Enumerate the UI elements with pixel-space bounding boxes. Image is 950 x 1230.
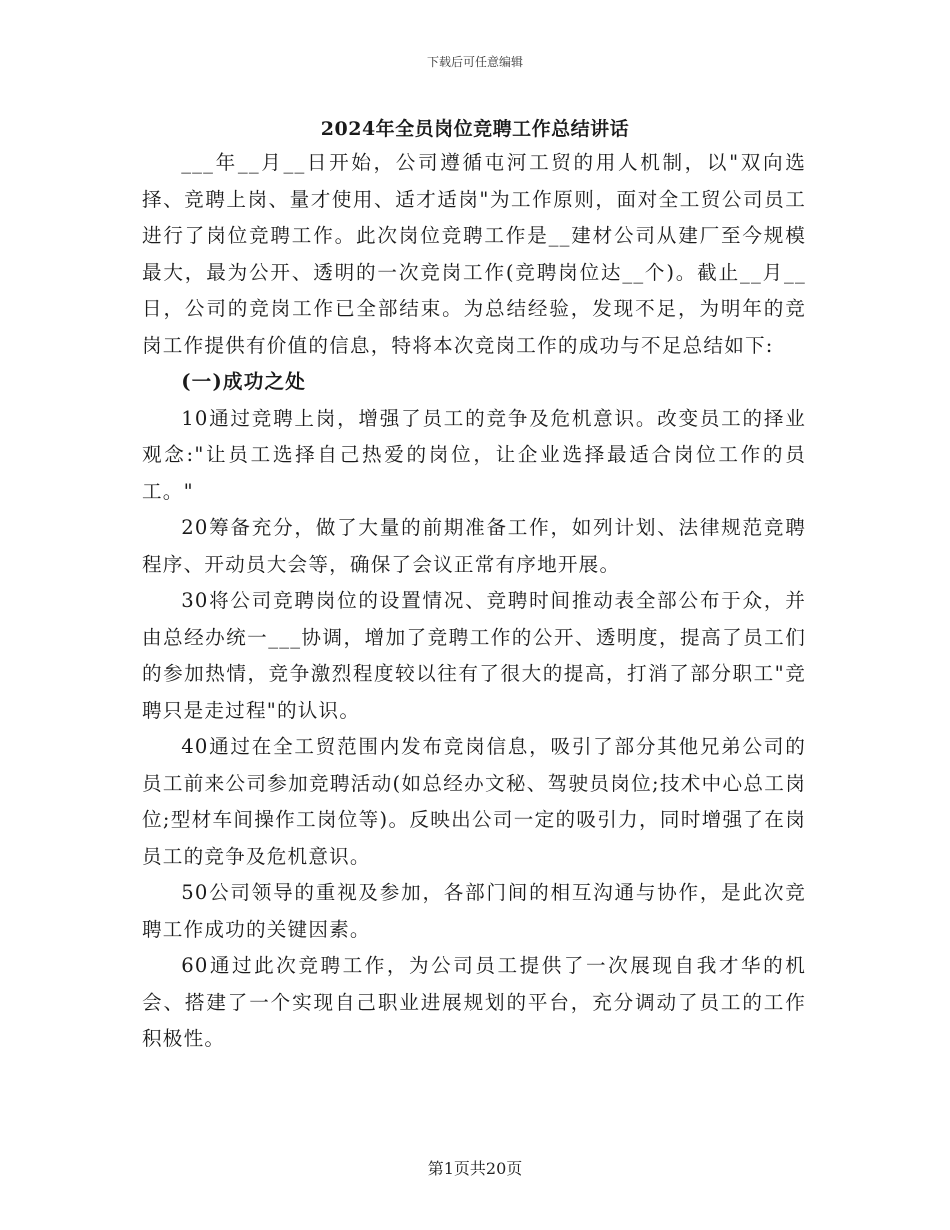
success-item-6: 60通过此次竞聘工作，为公司员工提供了一次展现自我才华的机会、搭建了一个实现自己职业进展规划的平台，充分调动了员工的工作积极性。 — [142, 954, 806, 1050]
page-number: 第1页共20页 — [427, 1159, 523, 1178]
success-item-3: 30将公司竞聘岗位的设置情况、竞聘时间推动表全部公布于众，并由总经办统一___协调，增加了竞聘工作的公开、透明度，提高了员工们的参加热情，竞争激烈程度较以往有了很大的提高，打消了部分职工"竞聘只是走过程"的认识。 — [142, 589, 806, 722]
intro-paragraph: ___年__月__日开始，公司遵循屯河工贸的用人机制，以"双向选择、竞聘上岗、量才使用、适才适岗"为工作原则，面对全工贸公司员工进行了岗位竞聘工作。此次岗位竞聘工作是__建材公司从建厂至今规模最大，最为公开、透明的一次竞岗工作(竞聘岗位达__个)。截止__月__日，公司的竞岗工作已全部结束。为总结经验，发现不足，为明年的竞岗工作提供有价值的信息，特将本次竞岗工作的成功与不足总结如下: — [142, 151, 806, 357]
success-item-5: 50公司领导的重视及参加，各部门间的相互沟通与协作，是此次竞聘工作成功的关键因素。 — [142, 881, 806, 941]
document-title: 2024年全员岗位竞聘工作总结讲话 — [320, 118, 630, 140]
success-item-4: 40通过在全工贸范围内发布竞岗信息，吸引了部分其他兄弟公司的员工前来公司参加竞聘活动(如总经办文秘、驾驶员岗位;技术中心总工岗位;型材车间操作工岗位等)。反映出公司一定的吸引力，同时增强了在岗员工的竞争及危机意识。 — [142, 735, 806, 868]
section-heading-successes: (一)成功之处 — [181, 370, 307, 393]
page-header-note: 下载后可任意编辑 — [426, 55, 523, 69]
success-item-1: 10通过竞聘上岗，增强了员工的竞争及危机意识。改变员工的择业观念:"让员工选择自己热爱的岗位，让企业选择最适合岗位工作的员工。" — [142, 406, 806, 503]
document-body — [142, 145, 806, 1058]
success-item-2: 20筹备充分，做了大量的前期准备工作，如列计划、法律规范竞聘程序、开动员大会等，确保了会议正常有序地开展。 — [142, 516, 806, 576]
